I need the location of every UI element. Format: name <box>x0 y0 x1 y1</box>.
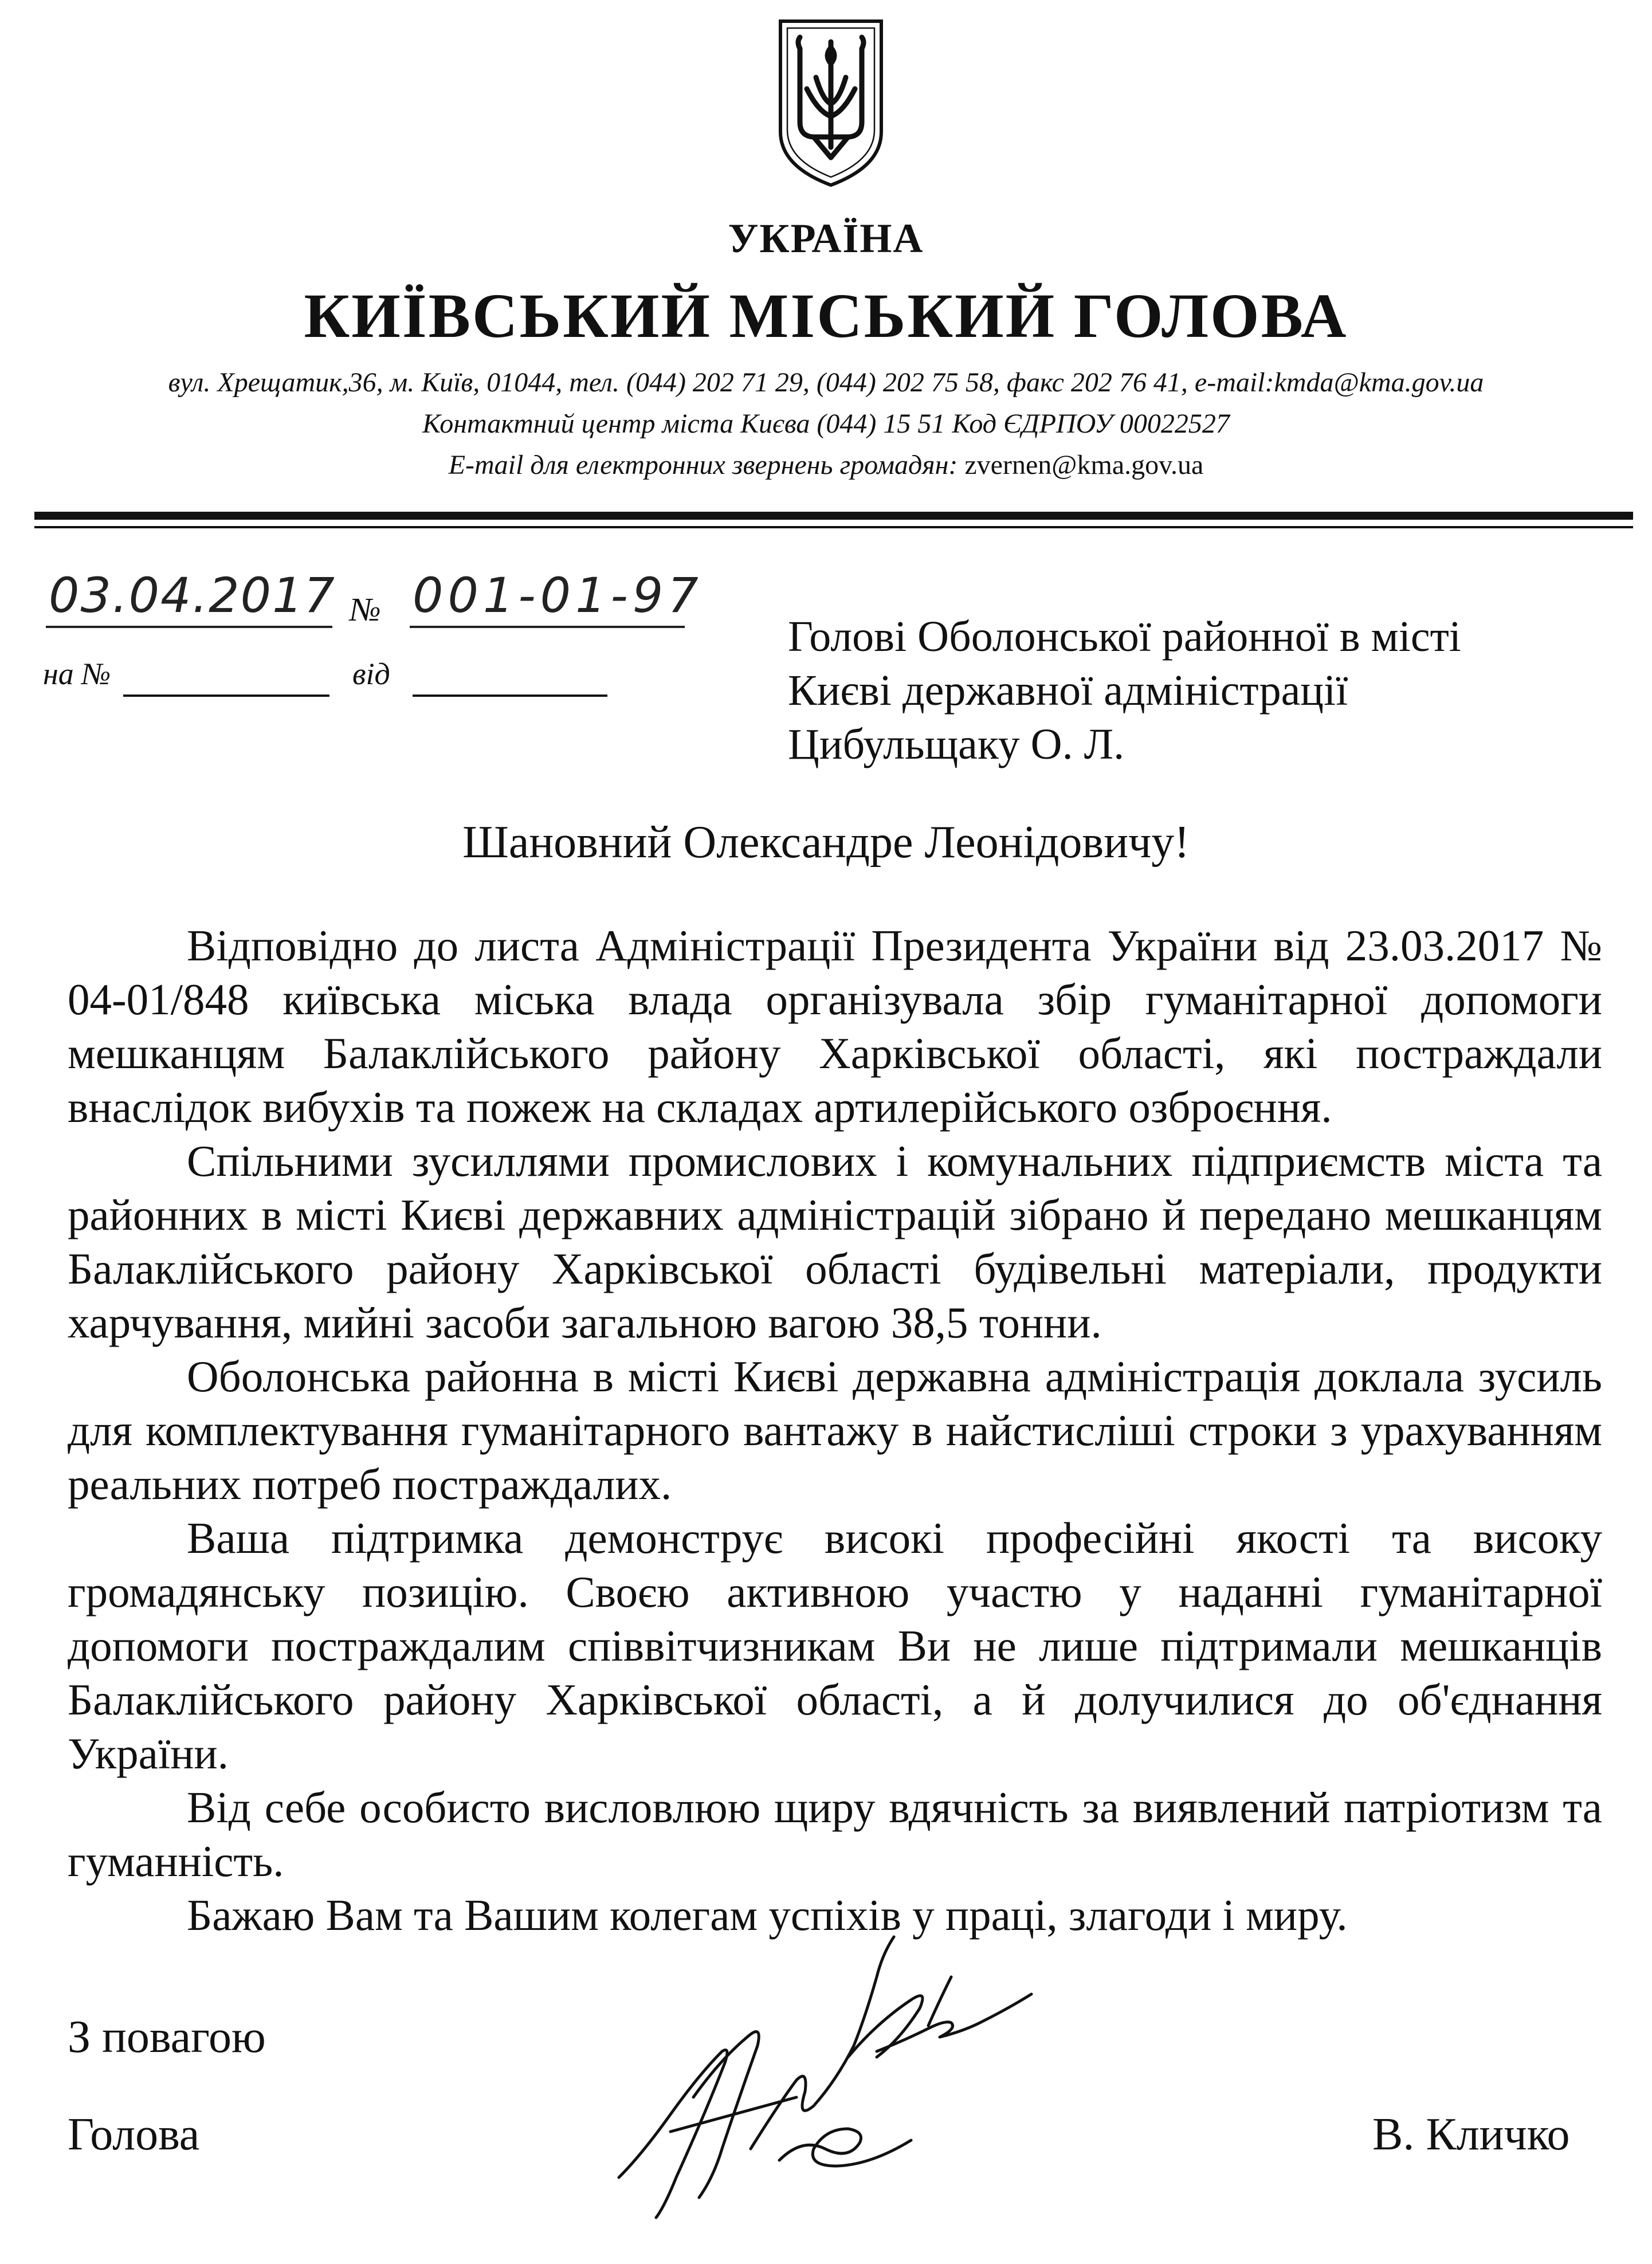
body-paragraph-2: Спільними зусиллями промислових і комунальних підприємств міста та районних в місті Києві державних адміністрацій зібрано й передано мешканцям Балаклійського району Харківської області будівельні матеріали, продукти харчування, мийні засоби загальною вагою 38,5 тонни. <box>68 1136 1602 1347</box>
signatory-name: В. Кличко <box>1372 2109 1570 2160</box>
body-paragraph-6: Бажаю Вам та Вашим колегам успіхів у праці, злагоди і миру. <box>187 1890 1348 1940</box>
citizen-email-line <box>0 449 1652 481</box>
closing-regards: З повагою <box>68 2012 266 2062</box>
registration-number: 001-01-97 <box>413 567 703 623</box>
trident-coat-of-arms-icon <box>774 14 888 192</box>
registration-number-label: № <box>350 591 381 628</box>
addressee-line-2: Києві державної адміністрації <box>788 666 1348 715</box>
reference-date-label: від <box>352 657 390 691</box>
reference-number-blank <box>123 694 329 697</box>
registration-date: 03.04.2017 <box>49 567 336 623</box>
reference-number-label: на № <box>43 657 111 691</box>
addressee-line-1: Голові Оболонської районної в місті <box>788 613 1461 661</box>
handwritten-signature-icon <box>607 1908 1043 2229</box>
office-title: КИЇВСЬКИЙ МІСЬКИЙ ГОЛОВА <box>304 281 1348 351</box>
addressee-line-3: Цибульщаку О. Л. <box>788 720 1125 768</box>
citizen-email-address: zvernen@kma.gov.ua <box>964 450 1204 480</box>
reference-date-blank <box>413 694 607 697</box>
body-paragraph-5: Від себе особисто висловлюю щиру вдячність за виявлений патріотизм та гуманність. <box>68 1783 1602 1886</box>
contact-address-line: вул. Хрещатик,36, м. Київ, 01044, тел. (044) 202 71 29, (044) 202 75 58, факс 202 76 41, e-mail:kmda@kma.gov.ua <box>168 367 1484 398</box>
country-name: УКРАЇНА <box>728 215 924 261</box>
body-paragraph-3: Оболонська районна в місті Києві державна адміністрація доклала зусиль для комплектування гуманітарного вантажу в найстисліші строки з урахуванням реальних потреб постраждалих. <box>68 1352 1602 1509</box>
body-paragraph-1: Відповідно до листа Адміністрації Президента України від 23.03.2017 № 04-01/848 київська міська влада організувала збір гуманітарної допомоги мешканцям Балаклійського району Харківської області, які постраждали внаслідок вибухів та пожеж на складах артилерійського озброєння. <box>68 921 1602 1132</box>
contact-center-line: Контактний центр міста Києва (044) 15 51 Код ЄДРПОУ 00022527 <box>422 409 1230 439</box>
body-paragraph-4: Ваша підтримка демонструє високі професійні якості та високу громадянську позицію. Своєю активною участю у наданні гуманітарної допомоги постраждалим співвітчизникам Ви не лише підтримали мешканців Балаклійського району Харківської області, а й долучилися до об'єднання України. <box>68 1513 1602 1778</box>
registration-number-underline <box>410 626 685 628</box>
registration-date-underline <box>46 626 332 628</box>
salutation: Шановний Олександре Леонідовичу! <box>462 817 1190 868</box>
letterhead-rule-thin <box>34 526 1633 528</box>
letterhead-rule-thick <box>34 512 1633 520</box>
letter-body <box>68 919 1602 1942</box>
signatory-position: Голова <box>68 2109 200 2160</box>
citizen-email-label: E-mail для електронних звернень громадян: <box>448 450 958 480</box>
